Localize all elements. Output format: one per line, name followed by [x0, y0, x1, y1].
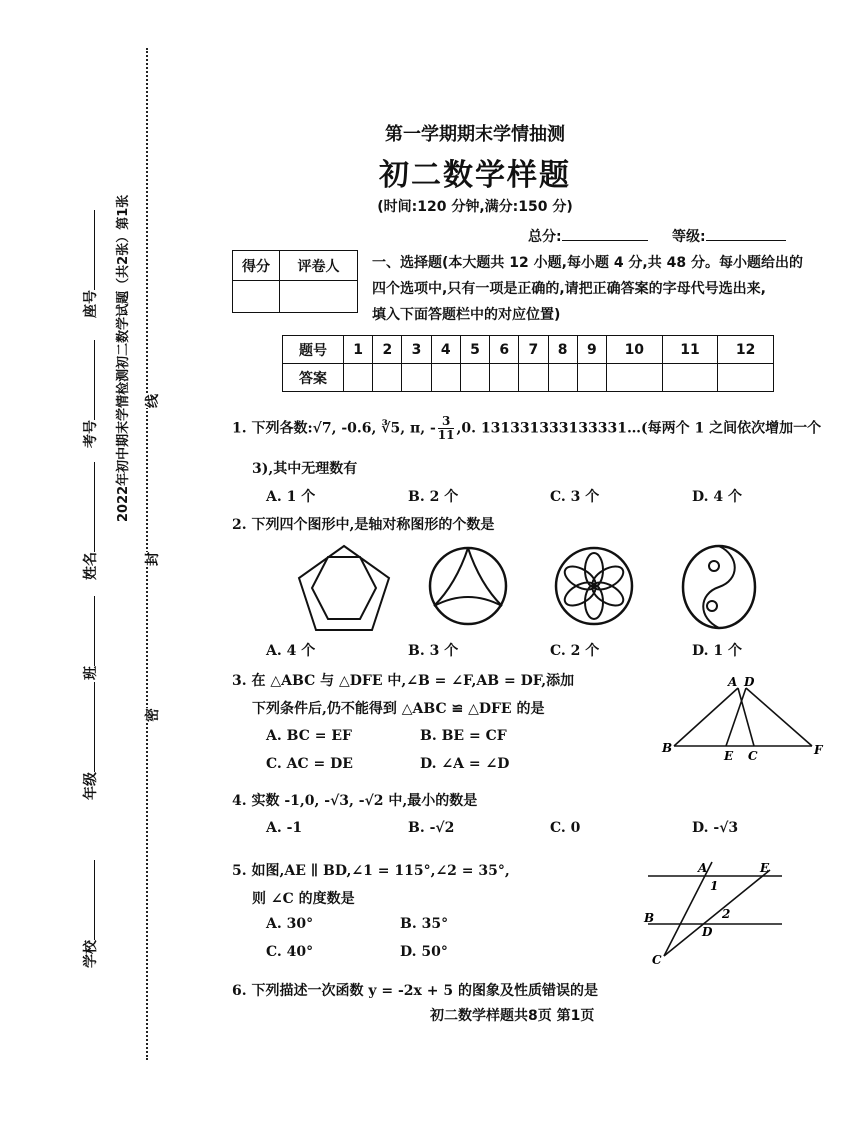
q1-option-c[interactable]: C. 3 个	[550, 489, 600, 505]
q1-stem-c: ,0. 131331333133331…(每两个 1 之间依次增加一个	[456, 420, 822, 437]
q2-figure-taiji	[678, 542, 760, 632]
question-number-1: 1	[344, 336, 373, 364]
q2-stem: 2. 下列四个图形中,是轴对称图形的个数是	[232, 517, 495, 533]
total-score-label: 总分:	[528, 229, 562, 245]
answer-cell-3[interactable]	[402, 364, 431, 392]
q5-label-angle2: 2	[722, 907, 731, 921]
answer-cell-4[interactable]	[431, 364, 460, 392]
name-field[interactable]	[80, 462, 100, 580]
answer-cell-12[interactable]	[718, 364, 774, 392]
exam-no-field[interactable]	[80, 340, 100, 448]
q3-option-d[interactable]: D. ∠A = ∠D	[420, 756, 510, 772]
section1-line2: 四个选项中,只有一项是正确的,请把正确答案的字母代号选出来,	[372, 281, 766, 297]
q5-label-a: A	[698, 861, 708, 875]
q2-option-c[interactable]: C. 2 个	[550, 643, 600, 659]
q3-triangle-figure	[660, 672, 830, 766]
question-number-8: 8	[548, 336, 577, 364]
q5-label-c: C	[652, 953, 662, 967]
q1-stem-line2: 3),其中无理数有	[252, 461, 358, 477]
seat-no-label: 座号	[83, 290, 99, 318]
question-number-5: 5	[460, 336, 489, 364]
seal-mark-mi: 密	[142, 708, 162, 722]
name-label: 姓名	[83, 552, 99, 580]
grade-level-field[interactable]	[672, 226, 786, 246]
class-label: 班	[83, 666, 99, 680]
seal-mark-xian: 线	[142, 394, 162, 408]
answer-cell-6[interactable]	[490, 364, 519, 392]
grader-cell[interactable]	[280, 281, 358, 313]
seal-mark-feng: 封	[142, 552, 162, 566]
q5-label-angle1: 1	[710, 879, 719, 893]
q4-stem: 4. 实数 -1,0, -√3, -√2 中,最小的数是	[232, 793, 478, 809]
school-label: 学校	[83, 940, 99, 968]
answer-cell-1[interactable]	[344, 364, 373, 392]
question-number-3: 3	[402, 336, 431, 364]
question-number-4: 4	[431, 336, 460, 364]
section1-line1: 一、选择题(本大题共 12 小题,每小题 4 分,共 48 分。每小题给出的	[372, 255, 803, 271]
q1-stem-a: 1. 下列各数:	[232, 420, 313, 437]
exam-time-info: (时间:120 分钟,满分:150 分)	[377, 199, 573, 215]
seat-no-field[interactable]	[80, 210, 100, 318]
q1-option-b[interactable]: B. 2 个	[408, 489, 459, 505]
answer-cell-9[interactable]	[577, 364, 606, 392]
q2-figure-pentagon	[296, 542, 392, 634]
answer-table-row2-label: 答案	[283, 364, 344, 392]
q5-stem-line2: 则 ∠C 的度数是	[252, 891, 355, 907]
question-number-10: 10	[606, 336, 662, 364]
q5-option-a[interactable]: A. 30°	[266, 916, 314, 932]
answer-table	[282, 335, 774, 392]
q2-figure-circle-arcs	[426, 544, 510, 628]
side-header: 2022年初中期末学情检测初二数学试题（共2张）第1张	[116, 194, 131, 522]
grade-field[interactable]	[80, 682, 100, 800]
answer-cell-11[interactable]	[662, 364, 718, 392]
q1-frac-den: 11	[437, 428, 455, 442]
q4-option-d[interactable]: D. -√3	[692, 820, 739, 836]
q3-label-e: E	[724, 749, 734, 763]
section1-instructions	[372, 250, 803, 328]
q3-label-b: B	[662, 741, 673, 755]
q5-option-b[interactable]: B. 35°	[400, 916, 449, 932]
grader-header: 评卷人	[280, 251, 358, 281]
q2-option-a[interactable]: A. 4 个	[266, 643, 316, 659]
q3-label-a: A	[728, 675, 738, 689]
q3-option-b[interactable]: B. BE = CF	[420, 728, 507, 744]
exam-subtitle: 第一学期期末学情抽测	[385, 124, 565, 145]
question-number-7: 7	[519, 336, 548, 364]
score-box	[232, 250, 358, 313]
q1-fraction	[438, 415, 455, 442]
grade-label: 年级	[83, 772, 99, 800]
answer-table-row1-label: 题号	[283, 336, 344, 364]
answer-cell-5[interactable]	[460, 364, 489, 392]
q5-option-d[interactable]: D. 50°	[400, 944, 448, 960]
exam-title: 初二数学样题	[379, 158, 571, 193]
q3-label-d: D	[744, 675, 755, 689]
question-number-2: 2	[373, 336, 402, 364]
q5-label-b: B	[644, 911, 655, 925]
answer-cell-8[interactable]	[548, 364, 577, 392]
answer-cell-7[interactable]	[519, 364, 548, 392]
grade-level-label: 等级:	[672, 229, 706, 245]
page-footer: 初二数学样题共8页 第1页	[430, 1008, 595, 1024]
q5-stem-line1: 5. 如图,AE ∥ BD,∠1 = 115°,∠2 = 35°,	[232, 863, 510, 879]
q3-stem-line1: 3. 在 △ABC 与 △DFE 中,∠B = ∠F,AB = DF,添加	[232, 673, 575, 689]
school-field[interactable]	[80, 860, 100, 968]
answer-cell-10[interactable]	[606, 364, 662, 392]
q1-frac-num: 3	[438, 415, 455, 429]
score-header: 得分	[233, 251, 280, 281]
q6-stem: 6. 下列描述一次函数 y = -2x + 5 的图象及性质错误的是	[232, 983, 598, 999]
q4-option-a[interactable]: A. -1	[266, 820, 303, 836]
q1-stem-b: √7, -0.6, ∛5, π, -	[312, 420, 436, 437]
q4-option-b[interactable]: B. -√2	[408, 820, 455, 836]
q5-label-e: E	[760, 861, 770, 875]
q1-option-a[interactable]: A. 1 个	[266, 489, 316, 505]
question-number-12: 12	[718, 336, 774, 364]
q1-option-d[interactable]: D. 4 个	[692, 489, 743, 505]
q3-option-a[interactable]: A. BC = EF	[266, 728, 352, 744]
q2-option-d[interactable]: D. 1 个	[692, 643, 743, 659]
q5-parallel-lines-figure	[640, 856, 790, 968]
question-number-6: 6	[490, 336, 519, 364]
section1-line3: 填入下面答题栏中的对应位置)	[372, 307, 561, 323]
class-field[interactable]	[80, 596, 100, 680]
question-number-9: 9	[577, 336, 606, 364]
q3-option-c[interactable]: C. AC = DE	[266, 756, 353, 772]
score-cell[interactable]	[233, 281, 280, 313]
exam-no-label: 考号	[83, 420, 99, 448]
q1-stem	[232, 414, 822, 442]
q2-option-b[interactable]: B. 3 个	[408, 643, 459, 659]
q5-option-c[interactable]: C. 40°	[266, 944, 314, 960]
q5-label-d: D	[702, 925, 713, 939]
q4-option-c[interactable]: C. 0	[550, 820, 581, 836]
q3-label-c: C	[748, 749, 758, 763]
q3-label-f: F	[814, 743, 823, 757]
total-score-field[interactable]	[528, 226, 648, 246]
q3-stem-line2: 下列条件后,仍不能得到 △ABC ≌ △DFE 的是	[252, 701, 545, 717]
question-number-11: 11	[662, 336, 718, 364]
q2-figure-flower	[552, 544, 636, 628]
answer-cell-2[interactable]	[373, 364, 402, 392]
